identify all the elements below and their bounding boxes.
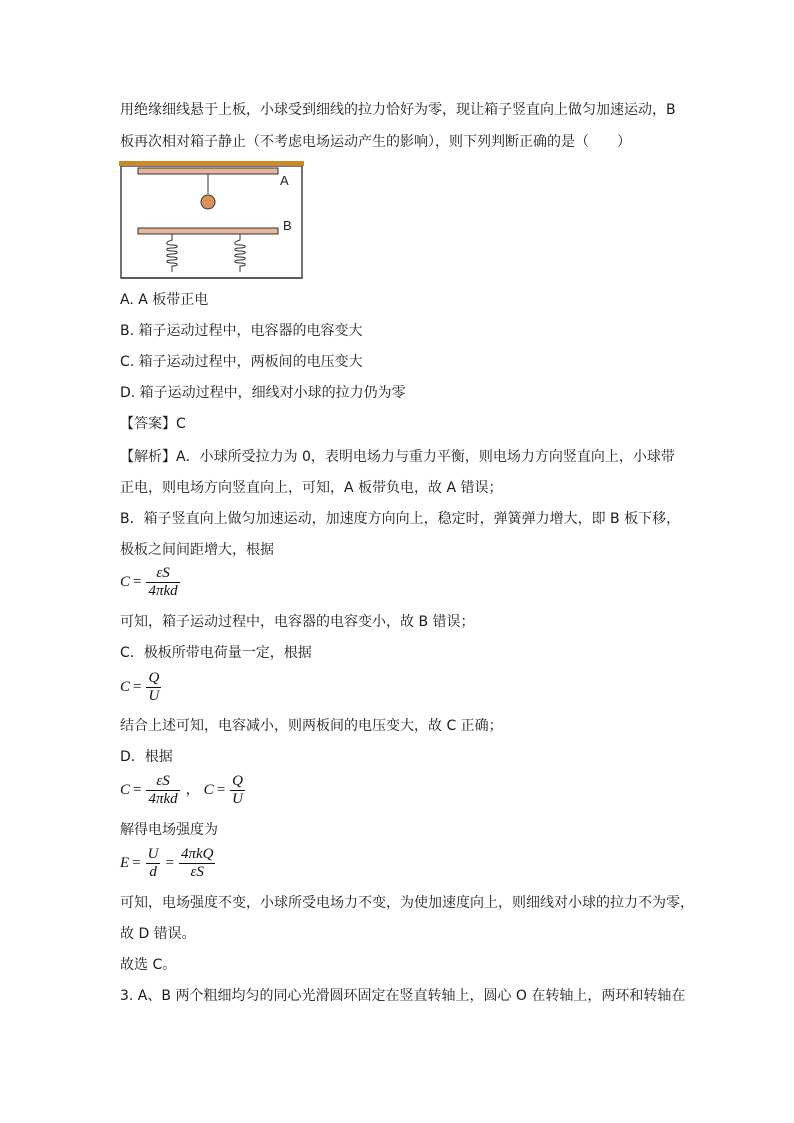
analysis-a-line-1	[120, 447, 680, 467]
formula-capacitance-1: C = $\frac{\varepsilon S}{\text{4πkd}}$	[120, 565, 178, 599]
answer-line	[120, 414, 680, 434]
analysis-b-line-1: B．箱子竖直向上做匀加速运动，加速度方向向上，稳定时，弹簧弹力增大，即 B 板下移，	[120, 511, 681, 527]
analysis-c-line-1: C．极板所带电荷量一定，根据	[120, 645, 312, 661]
label-b: B	[283, 218, 292, 233]
analysis-d-line-3: 可知，电场强度不变，小球所受电场力不变，为使加速度向上，则细线对小球的拉力不为零，	[120, 895, 694, 911]
analysis-b-line-3: 可知，箱子运动过程中，电容器的电容变小，故 B 错误；	[120, 614, 475, 630]
option-b: B. 箱子运动过程中，电容器的电容变大	[120, 323, 363, 339]
analysis-a-text-1: A．小球所受拉力为 0，表明电场力与重力平衡，则电场力方向竖直向上，小球带	[176, 449, 675, 465]
answer-value: C	[176, 416, 186, 432]
intro-line-1: 用绝缘细线悬于上板，小球受到细线的拉力恰好为零，现让箱子竖直向上做匀加速运动，B	[120, 102, 676, 118]
intro-line-2: 板再次相对箱子静止（不考虑电场运动产生的影响），则下列判断正确的是（ ）	[120, 134, 631, 150]
analysis-d-line-4: 故 D 错误。	[120, 926, 196, 942]
capacitor-box-figure	[118, 160, 308, 282]
answer-tag: 【答案】	[120, 416, 176, 432]
analysis-d-line-1: D．根据	[120, 749, 173, 765]
plate-a	[138, 168, 278, 174]
analysis-b-line-2: 极板之间间距增大，根据	[120, 542, 274, 558]
charged-ball	[201, 195, 215, 209]
plate-b	[138, 228, 278, 234]
formula-combined: C = $\frac{\varepsilon S}{\text{4πkd}}$ ， C = $\frac{Q}{U}$	[120, 773, 243, 807]
box-frame	[121, 166, 302, 278]
label-a: A	[280, 173, 289, 188]
analysis-c-line-2: 结合上述可知，电容减小，则两板间的电压变大，故 C 正确；	[120, 718, 503, 734]
analysis-d-line-2: 解得电场强度为	[120, 822, 218, 838]
option-a: A. A 板带正电	[120, 292, 209, 308]
box-top-bar	[119, 161, 304, 166]
spring-left	[167, 234, 178, 272]
option-d: D. 箱子运动过程中，细线对小球的拉力仍为零	[120, 385, 406, 401]
formula-field-strength: E = $\frac{U}{d}$ = $\frac{\text{4πkQ}}{\varepsilon S}$	[120, 846, 214, 880]
option-c: C. 箱子运动过程中，两板间的电压变大	[120, 354, 363, 370]
analysis-a-line-2: 正电，则电场方向竖直向上，可知，A 板带负电，故 A 错误；	[120, 480, 503, 496]
analysis-tag: 【解析】	[120, 449, 176, 465]
next-question-line: 3. A、B 两个粗细均匀的同心光滑圆环固定在竖直转轴上，圆心 O 在转轴上，两环和转轴在	[120, 988, 686, 1004]
formula-capacitance-2: C = $\frac{Q}{U}$	[120, 670, 160, 704]
conclusion-line: 故选 C。	[120, 957, 177, 973]
spring-right	[235, 234, 246, 272]
